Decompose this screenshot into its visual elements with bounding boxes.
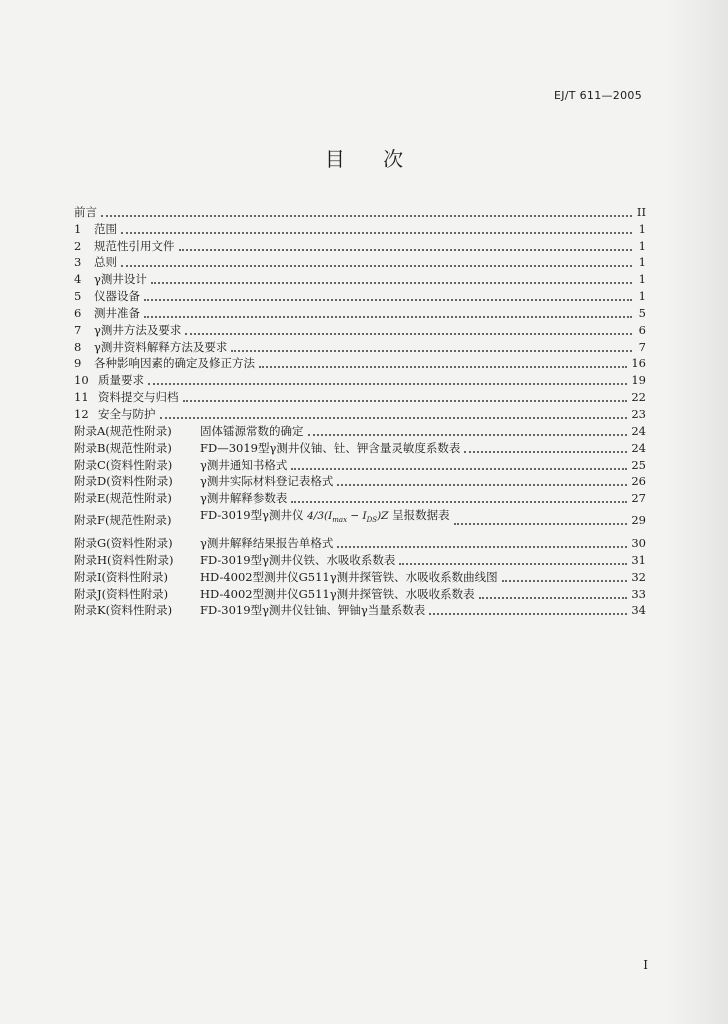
leader-dots: [337, 536, 627, 548]
toc-page: 1: [638, 289, 646, 304]
leader-dots: [148, 373, 627, 385]
appendix-id: 附录J(资料性附录): [74, 586, 169, 601]
toc-label: 仪器设备: [94, 289, 140, 304]
appendix-id: 附录D(资料性附录): [74, 474, 173, 489]
toc-page: 1: [638, 238, 646, 253]
toc-label: 质量要求: [98, 373, 144, 388]
toc-number: 10: [74, 373, 89, 388]
toc-label: γ测井方法及要求: [94, 322, 182, 337]
toc-entry[interactable]: [74, 405, 646, 422]
leader-dots: [464, 441, 627, 453]
appendix-id: 附录H(资料性附录): [74, 552, 174, 567]
toc-label: 安全与防护: [98, 406, 156, 421]
toc-label: γ测井设计: [94, 272, 147, 287]
formula-subscript: max: [332, 516, 348, 525]
toc-number: 12: [74, 406, 89, 421]
leader-dots: [183, 390, 628, 402]
leader-dots: [454, 513, 628, 525]
formula-part: )Z: [377, 510, 389, 523]
toc-page: 5: [638, 305, 646, 320]
label-text: 呈报数据表: [392, 508, 450, 523]
formula-part: 4/3(I: [307, 510, 333, 523]
toc-page: 29: [631, 513, 646, 528]
toc-appendix-entry[interactable]: [74, 439, 646, 456]
toc-number: 6: [74, 305, 82, 320]
toc-label: γ测井解释参数表: [200, 491, 288, 506]
toc-number: 4: [74, 272, 82, 287]
toc-label: 规范性引用文件: [94, 238, 175, 253]
leader-dots: [185, 323, 632, 335]
toc-page: 26: [631, 474, 646, 489]
toc-number: 3: [74, 255, 82, 270]
leader-dots: [399, 553, 627, 565]
toc-page: 31: [631, 552, 646, 567]
page-number: I: [643, 958, 648, 972]
leader-dots: [151, 272, 632, 284]
leader-dots: [121, 255, 632, 267]
formula: [307, 510, 389, 525]
toc-entry[interactable]: [74, 254, 646, 271]
toc-page: 1: [638, 272, 646, 287]
leader-dots: [502, 570, 628, 582]
toc-label: HD-4002型测井仪G511γ测井探管铁、水吸收系数曲线图: [200, 569, 498, 584]
appendix-id: 附录F(规范性附录): [74, 513, 172, 528]
toc-label: 资料提交与归档: [98, 390, 179, 405]
toc-appendix-entry[interactable]: [74, 585, 646, 602]
leader-dots: [429, 603, 627, 615]
toc-page: 1: [638, 221, 646, 236]
toc-number: 5: [74, 289, 82, 304]
toc-label: 测井准备: [94, 305, 140, 320]
toc-appendix-entry[interactable]: [74, 456, 646, 473]
toc-page: 23: [631, 406, 646, 421]
appendix-id: 附录G(资料性附录): [74, 536, 173, 551]
toc-page: 32: [631, 569, 646, 584]
leader-dots: [179, 239, 633, 251]
toc-page: 34: [631, 603, 646, 618]
toc-label: HD-4002型测井仪G511γ测井探管铁、水吸收系数表: [200, 586, 475, 601]
toc-entry[interactable]: [74, 338, 646, 355]
toc-number: 8: [74, 339, 82, 354]
toc-page: 33: [631, 586, 646, 601]
toc-appendix-entry[interactable]: [74, 602, 646, 619]
toc-entry[interactable]: [74, 270, 646, 287]
toc-appendix-entry[interactable]: [74, 534, 646, 551]
toc-label: 前言: [74, 204, 97, 219]
toc-label: γ测井解释结果报告单格式: [200, 536, 334, 551]
toc-page: 19: [631, 373, 646, 388]
toc-page: 16: [631, 356, 646, 371]
toc-entry[interactable]: [74, 355, 646, 372]
toc-appendix-entry[interactable]: [74, 473, 646, 490]
toc-page: 24: [631, 423, 646, 438]
toc-label: 各种影响因素的确定及修正方法: [94, 356, 255, 371]
toc-appendix-entry[interactable]: [74, 422, 646, 439]
leader-dots: [259, 356, 627, 368]
toc-label: 范围: [94, 221, 117, 236]
toc-page: 7: [638, 339, 646, 354]
toc-label: FD-3019型γ测井仪钍铀、钾铀γ当量系数表: [200, 603, 426, 618]
leader-dots: [144, 289, 632, 301]
toc-entry[interactable]: [74, 388, 646, 405]
leader-dots: [337, 474, 627, 486]
toc-page: 25: [631, 457, 646, 472]
toc-page: 22: [631, 390, 646, 405]
toc-appendix-entry[interactable]: [74, 506, 646, 528]
toc-page: 30: [631, 536, 646, 551]
leader-dots: [479, 587, 628, 599]
toc-label: FD—3019型γ测井仪铀、钍、钾含量灵敏度系数表: [200, 440, 461, 455]
toc-entry[interactable]: [74, 371, 646, 388]
toc-entry[interactable]: [74, 287, 646, 304]
toc-page: 27: [631, 491, 646, 506]
toc-number: 1: [74, 221, 82, 236]
leader-dots: [308, 424, 628, 436]
standard-code: EJ/T 611—2005: [553, 89, 642, 102]
leader-dots: [160, 407, 628, 419]
toc-number: 7: [74, 322, 82, 337]
toc-page: 6: [638, 322, 646, 337]
toc-appendix-entry[interactable]: [74, 568, 646, 585]
toc-label: 总则: [94, 255, 117, 270]
toc-appendix-entry[interactable]: [74, 551, 646, 568]
appendix-id: 附录I(资料性附录): [74, 569, 169, 584]
appendix-id: 附录E(规范性附录): [74, 491, 172, 506]
toc-label: [200, 507, 450, 528]
toc-label: γ测井实际材料登记表格式: [200, 474, 334, 489]
toc-number: 9: [74, 356, 82, 371]
toc-entry[interactable]: [74, 220, 646, 237]
toc-number: 11: [74, 390, 89, 405]
formula-subscript: DS: [366, 516, 378, 525]
toc-page: 1: [638, 255, 646, 270]
table-of-contents: [74, 203, 646, 618]
formula-part: − I: [347, 510, 367, 523]
page-title: 目 次: [324, 147, 420, 171]
toc-number: 2: [74, 238, 82, 253]
toc-label: γ测井通知书格式: [200, 457, 288, 472]
leader-dots: [121, 222, 632, 234]
toc-entry[interactable]: [74, 304, 646, 321]
toc-page: II: [636, 204, 646, 219]
appendix-id: 附录B(规范性附录): [74, 440, 172, 455]
appendix-id: 附录A(规范性附录): [74, 423, 172, 438]
toc-label: 固体镭源常数的确定: [200, 423, 304, 438]
leader-dots: [291, 458, 627, 470]
leader-dots: [144, 306, 632, 318]
toc-label: γ测井资料解释方法及要求: [94, 339, 228, 354]
toc-entry[interactable]: [74, 321, 646, 338]
label-text: FD-3019型γ测井仪: [200, 508, 304, 523]
toc-label: FD-3019型γ测井仪铁、水吸收系数表: [200, 552, 396, 567]
toc-entry[interactable]: [74, 237, 646, 254]
appendix-id: 附录K(资料性附录): [74, 603, 173, 618]
appendix-id: 附录C(资料性附录): [74, 457, 173, 472]
leader-dots: [231, 340, 632, 352]
leader-dots: [291, 491, 627, 503]
toc-appendix-entry[interactable]: [74, 489, 646, 506]
toc-entry-foreword[interactable]: [74, 203, 646, 220]
toc-page: 24: [631, 440, 646, 455]
leader-dots: [101, 205, 632, 217]
